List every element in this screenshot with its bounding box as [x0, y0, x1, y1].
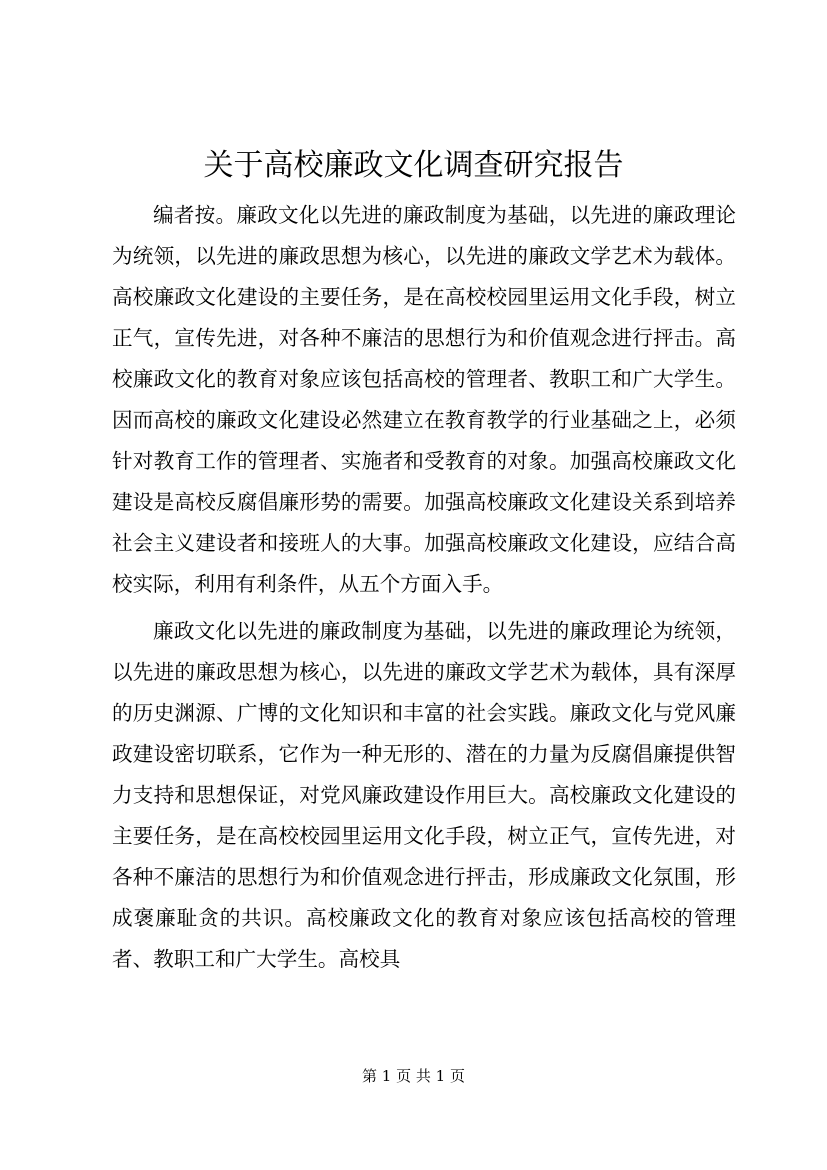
paragraph-main: 廉政文化以先进的廉政制度为基础，以先进的廉政理论为统领，以先进的廉政思想为核心，以先进的廉政文学艺术为载体，具有深厚的历史渊源、广博的文化知识和丰富的社会实践。廉政文化与党风廉政建设密切联系，它作为一种无形的、潜在的力量为反腐倡廉提供智力支持和思想保证，对党风廉政建设作用巨大。高校廉政文化建设的主要任务，是在高校校园里运用文化手段，树立正气，宣传先进，对各种不廉洁的思想行为和价值观念进行抨击，形成廉政文化氛围，形成褒廉耻贪的共识。高校廉政文化的教育对象应该包括高校的管理者、教职工和广大学生。高校具 — [112, 619, 736, 971]
document-body — [112, 195, 736, 980]
paragraph-editor-note: 编者按。廉政文化以先进的廉政制度为基础，以先进的廉政理论为统领，以先进的廉政思想为核心，以先进的廉政文学艺术为载体。高校廉政文化建设的主要任务，是在高校校园里运用文化手段，树立正气，宣传先进，对各种不廉洁的思想行为和价值观念进行抨击。高校廉政文化的教育对象应该包括高校的管理者、教职工和广大学生。因而高校的廉政文化建设必然建立在教育教学的行业基础之上，必须针对教育工作的管理者、实施者和受教育的对象。加强高校廉政文化建设是高校反腐倡廉形势的需要。加强高校廉政文化建设关系到培养社会主义建设者和接班人的大事。加强高校廉政文化建设，应结合高校实际，利用有利条件，从五个方面入手。 — [112, 203, 736, 596]
document-title: 关于高校廉政文化调查研究报告 — [203, 148, 624, 183]
page-footer: 第 1 页 共 1 页 — [362, 1067, 465, 1085]
